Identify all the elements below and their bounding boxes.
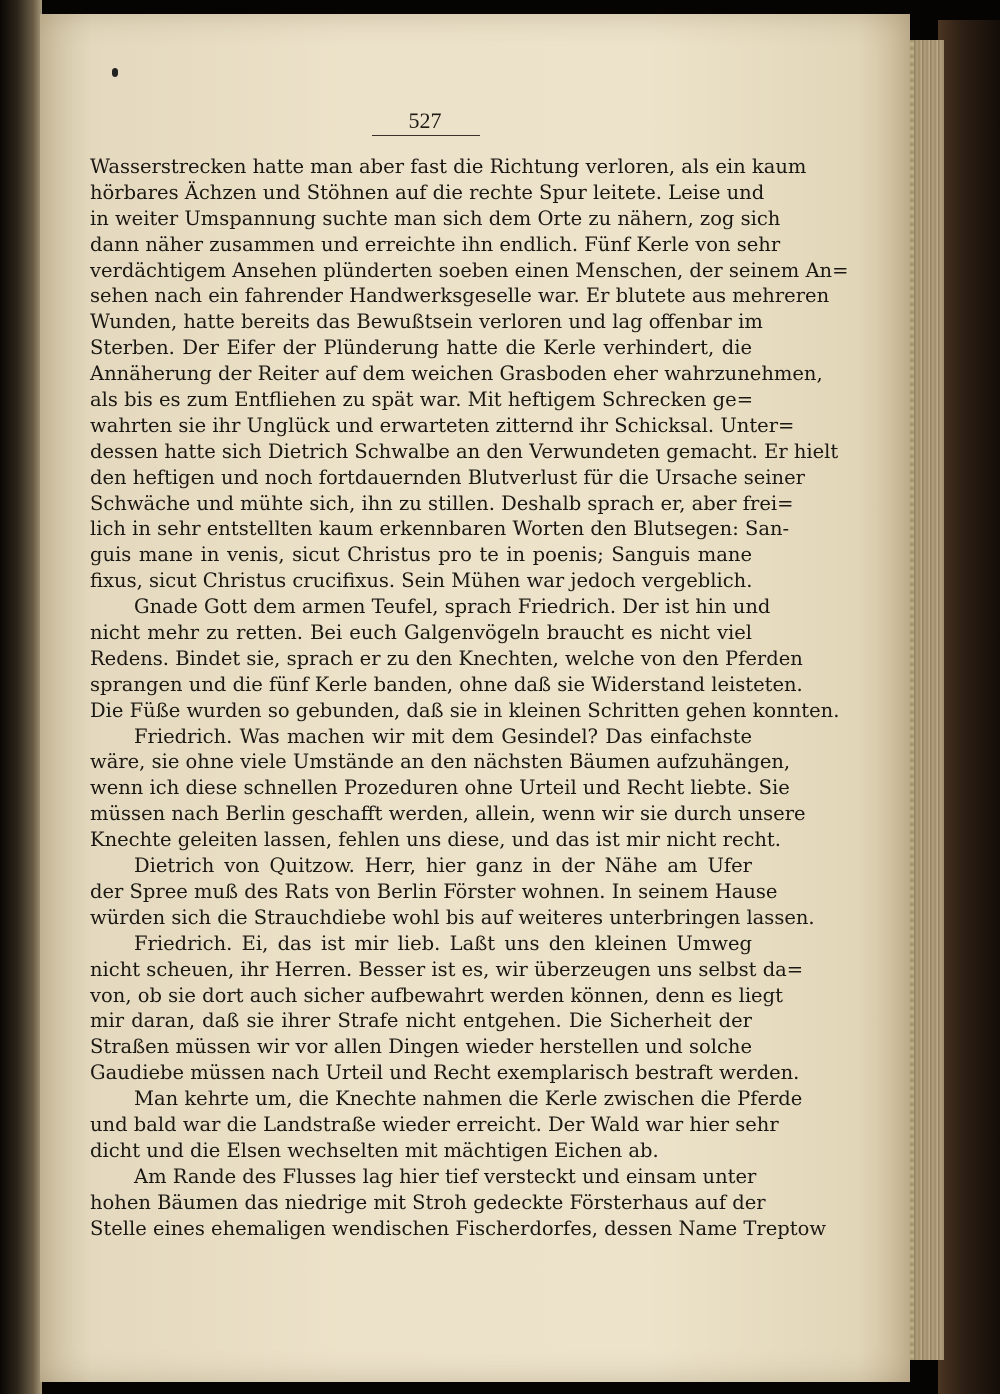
text-line: nicht scheuen, ihr Herren. Besser ist es, wir überzeugen uns selbst da= (90, 957, 804, 981)
text-line: guis mane in venis, sicut Christus pro te in poenis; Sanguis mane (90, 543, 752, 567)
body-text (90, 154, 849, 1241)
text-line: fixus, sicut Christus crucifixus. Sein Mühen war jedoch vergeblich. (90, 569, 753, 593)
text-line: hohen Bäumen das niedrige mit Stroh gedeckte Försterhaus auf der (90, 1190, 766, 1214)
text-line: Friedrich. Ei, das ist mir lieb. Laßt uns den kleinen Umweg (134, 931, 752, 955)
book-cover-edge (938, 20, 1000, 1394)
text-line: Friedrich. Was machen wir mit dem Gesindel? Das einfachste (134, 724, 752, 748)
text-line: Gaudiebe müssen nach Urteil und Recht exemplarisch bestraft werden. (90, 1061, 800, 1085)
text-line: Sterben. Der Eifer der Plünderung hatte die Kerle verhindert, die (90, 336, 752, 360)
text-line: Wunden, hatte bereits das Bewußtsein verloren und lag offenbar im (90, 310, 763, 334)
text-line: lich in sehr entstellten kaum erkennbaren Worten den Blutsegen: San- (90, 517, 790, 541)
text-line: verdächtigem Ansehen plünderten soeben einen Menschen, der seinem An= (90, 258, 849, 282)
text-line: Gnade Gott dem armen Teufel, sprach Friedrich. Der ist hin und (134, 595, 771, 619)
text-line: als bis es zum Entfliehen zu spät war. Mit heftigem Schrecken ge= (90, 388, 754, 412)
text-line: sehen nach ein fahrender Handwerksgeselle war. Er blutete aus mehreren (90, 284, 830, 308)
text-line: Die Füße wurden so gebunden, daß sie in kleinen Schritten gehen konnten. (90, 698, 840, 722)
ink-spot (112, 68, 118, 77)
text-line: Stelle eines ehemaligen wendischen Fischerdorfes, dessen Name Treptow (90, 1216, 827, 1240)
text-line: den heftigen und noch fortdauernden Blutverlust für die Ursache seiner (90, 465, 805, 489)
text-line: wäre, sie ohne viele Umstände an den nächsten Bäumen aufzuhängen, (90, 750, 791, 774)
page-number-rule (372, 135, 480, 136)
left-page-edge (0, 0, 42, 1394)
text-line: müssen nach Berlin geschafft werden, allein, wenn wir sie durch unsere (90, 802, 806, 826)
text-line: sprangen und die fünf Kerle banden, ohne daß sie Widerstand leisteten. (90, 672, 803, 696)
text-line: hörbares Ächzen und Stöhnen auf die rechte Spur leitete. Leise und (90, 180, 765, 204)
text-line: der Spree muß des Rats von Berlin Förster wohnen. In seinem Hause (90, 879, 778, 903)
text-line: würden sich die Strauchdiebe wohl bis auf weiteres unterbringen lassen. (90, 905, 815, 929)
text-line: dicht und die Elsen wechselten mit mächtigen Eichen ab. (90, 1138, 659, 1162)
text-line: von, ob sie dort auch sicher aufbewahrt werden können, denn es liegt (90, 983, 783, 1007)
text-line: mir daran, daß sie ihrer Strafe nicht entgehen. Die Sicherheit der (90, 1009, 752, 1033)
text-line: dessen hatte sich Dietrich Schwalbe an den Verwundeten gemacht. Er hielt (90, 439, 839, 463)
text-line: Knechte geleiten lassen, fehlen uns diese, und das ist mir nicht recht. (90, 828, 781, 852)
text-line: in weiter Umspannung suchte man sich dem Orte zu nähern, zog sich (90, 206, 781, 230)
text-line: Man kehrte um, die Knechte nahmen die Kerle zwischen die Pferde (134, 1087, 803, 1111)
text-line: wenn ich diese schnellen Prozeduren ohne Urteil und Recht liebte. Sie (90, 776, 790, 800)
text-line: und bald war die Landstraße wieder erreicht. Der Wald war hier sehr (90, 1112, 779, 1136)
text-line: Dietrich von Quitzow. Herr, hier ganz in der Nähe am Ufer (134, 854, 752, 878)
text-line: Am Rande des Flusses lag hier tief versteckt und einsam unter (134, 1164, 757, 1188)
text-line: dann näher zusammen und erreichte ihn endlich. Fünf Kerle von sehr (90, 232, 781, 256)
page-number: 527 (408, 108, 442, 133)
text-line: wahrten sie ihr Unglück und erwarteten zitternd ihr Schicksal. Unter= (90, 413, 795, 437)
text-line: Wasserstrecken hatte man aber fast die Richtung verloren, als ein kaum (90, 155, 807, 178)
text-line: Annäherung der Reiter auf dem weichen Grasboden eher wahrzunehmen, (90, 362, 823, 386)
text-line: Redens. Bindet sie, sprach er zu den Knechten, welche von den Pferden (90, 646, 803, 670)
text-line: Straßen müssen wir vor allen Dingen wieder herstellen und solche (90, 1035, 752, 1059)
text-line: nicht mehr zu retten. Bei euch Galgenvögeln braucht es nicht viel (90, 621, 752, 645)
text-line: Schwäche und mühte sich, ihn zu stillen. Deshalb sprach er, aber frei= (90, 491, 794, 515)
